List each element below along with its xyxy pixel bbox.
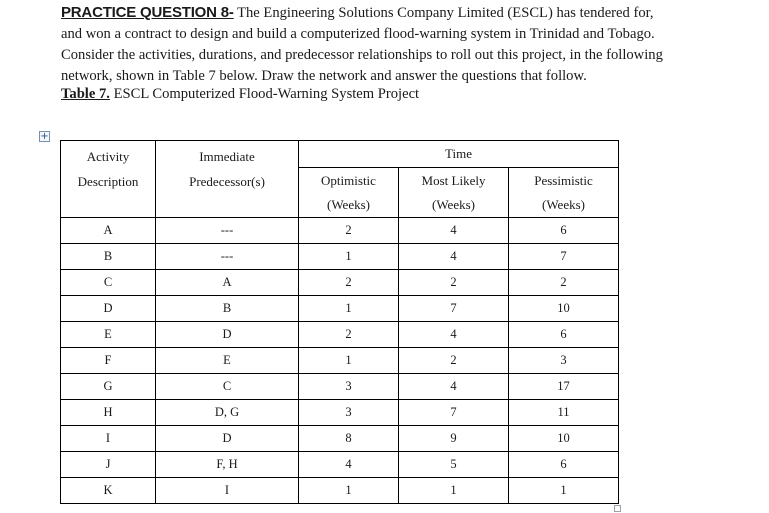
cell-predecessor: D [156,426,299,452]
cell-predecessor: --- [156,218,299,244]
cell-activity: J [61,452,156,478]
cell-predecessor: B [156,296,299,322]
table-caption [61,86,419,103]
cell-predecessor: C [156,374,299,400]
header-most-likely-line1: Most Likely [421,173,486,188]
cell-optimistic: 2 [299,322,399,348]
question-line-1-text: The Engineering Solutions Company Limited (ESCL) has tendered for, [233,5,654,21]
cell-optimistic: 3 [299,374,399,400]
table-row [61,348,619,374]
cell-activity: F [61,348,156,374]
cell-pessimistic: 2 [509,270,619,296]
cell-activity: B [61,244,156,270]
cell-optimistic: 2 [299,218,399,244]
cell-most-likely: 4 [399,218,509,244]
header-activity [61,141,156,218]
table-caption-text: ESCL Computerized Flood-Warning System Project [109,86,420,102]
cell-most-likely: 5 [399,452,509,478]
cell-optimistic: 1 [299,348,399,374]
header-most-likely-line2: (Weeks) [432,197,475,212]
cell-optimistic: 4 [299,452,399,478]
cell-most-likely: 7 [399,400,509,426]
table-resize-handle-icon[interactable] [614,505,621,512]
cell-predecessor: E [156,348,299,374]
cell-predecessor: I [156,478,299,504]
cell-predecessor: D [156,322,299,348]
cell-activity: E [61,322,156,348]
cell-most-likely: 2 [399,270,509,296]
table-row [61,374,619,400]
header-predecessor-line1: Immediate [199,149,255,164]
cell-activity: I [61,426,156,452]
header-activity-line1: Activity [86,149,130,164]
cell-activity: H [61,400,156,426]
cell-pessimistic: 17 [509,374,619,400]
question-line-4: network, shown in Table 7 below. Draw the network and answer the questions that follow. [61,68,587,84]
header-optimistic [299,168,399,218]
header-most-likely [399,168,509,218]
question-heading: PRACTICE QUESTION 8- [61,4,234,21]
table-row [61,452,619,478]
cell-predecessor: F, H [156,452,299,478]
cell-predecessor: --- [156,244,299,270]
table-body [61,218,619,504]
cell-most-likely: 9 [399,426,509,452]
table-move-handle-icon[interactable]: + [40,131,49,142]
cell-most-likely: 1 [399,478,509,504]
cell-pessimistic: 11 [509,400,619,426]
cell-pessimistic: 7 [509,244,619,270]
cell-optimistic: 3 [299,400,399,426]
cell-optimistic: 2 [299,270,399,296]
header-predecessor-line2: Predecessor(s) [189,174,265,189]
cell-activity: C [61,270,156,296]
cell-pessimistic: 6 [509,218,619,244]
cell-predecessor: A [156,270,299,296]
header-pessimistic [509,168,619,218]
table-row [61,478,619,504]
cell-most-likely: 4 [399,322,509,348]
cell-activity: G [61,374,156,400]
cell-optimistic: 1 [299,478,399,504]
cell-activity: A [61,218,156,244]
cell-optimistic: 1 [299,244,399,270]
cell-predecessor: D, G [156,400,299,426]
header-optimistic-line1: Optimistic [321,173,376,188]
table-row [61,400,619,426]
question-line-1 [61,2,761,24]
question-line-3: Consider the activities, durations, and predecessor relationships to roll out this project, in the following [61,47,663,63]
cell-pessimistic: 6 [509,452,619,478]
cell-most-likely: 2 [399,348,509,374]
header-time: Time [299,141,619,168]
cell-most-likely: 4 [399,374,509,400]
cell-pessimistic: 3 [509,348,619,374]
cell-optimistic: 8 [299,426,399,452]
cell-pessimistic: 10 [509,296,619,322]
table-row [61,270,619,296]
question-paragraph [61,2,761,87]
cell-most-likely: 4 [399,244,509,270]
table-row [61,296,619,322]
cell-pessimistic: 1 [509,478,619,504]
header-predecessor [156,141,299,218]
table-caption-label: Table 7. [61,86,110,102]
table-row [61,244,619,270]
header-optimistic-line2: (Weeks) [327,197,370,212]
cell-activity: D [61,296,156,322]
header-activity-line2: Description [77,174,139,189]
cell-activity: K [61,478,156,504]
cell-pessimistic: 6 [509,322,619,348]
header-pessimistic-line2: (Weeks) [542,197,585,212]
table-row [61,322,619,348]
table-row [61,218,619,244]
cell-pessimistic: 10 [509,426,619,452]
table-row [61,426,619,452]
header-pessimistic-line1: Pessimistic [534,173,593,188]
activity-table [60,140,619,504]
question-line-2: and won a contract to design and build a computerized flood-warning system in Trinidad and Tobago. [61,26,655,42]
table-header-row [61,141,619,168]
cell-most-likely: 7 [399,296,509,322]
cell-optimistic: 1 [299,296,399,322]
